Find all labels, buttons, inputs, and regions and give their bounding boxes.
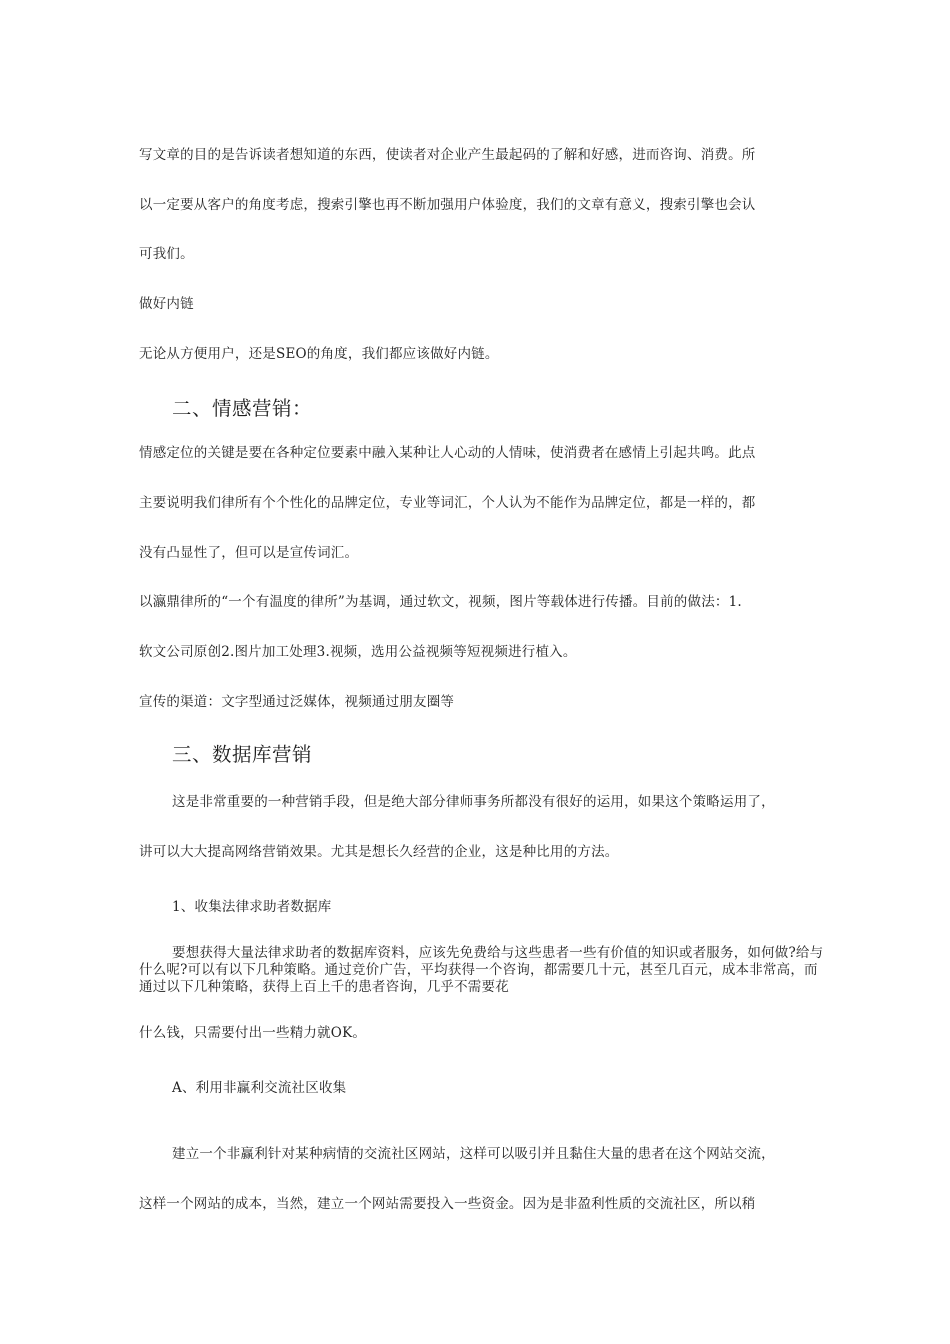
paragraph-line: 什么钱，只需要付出一些精力就OK。 — [139, 1025, 367, 1041]
section-heading-database-marketing: 三、数据库营销 — [172, 743, 313, 766]
paragraph-line: 软文公司原创2.图片加工处理3.视频，选用公益视频等短视频进行植入。 — [139, 644, 577, 660]
paragraph-line: 没有凸显性了，但可以是宣传词汇。 — [139, 545, 359, 561]
subheading-internal-links: 做好内链 — [139, 296, 194, 312]
paragraph-line: 建立一个非赢利针对某种病情的交流社区网站，这样可以吸引并且黏住大量的患者在这个网站交流， — [172, 1146, 775, 1162]
paragraph-line: 写文章的目的是告诉读者想知道的东西，使读者对企业产生最起码的了解和好感，进而咨询、消费。所 — [139, 147, 756, 163]
paragraph-line: 主要说明我们律所有个个性化的品牌定位，专业等词汇，个人认为不能作为品牌定位，都是一样的，都 — [139, 495, 756, 511]
paragraph-line: 这样一个网站的成本，当然，建立一个网站需要投入一些资金。因为是非盈利性质的交流社区，所以稍 — [139, 1196, 756, 1212]
paragraph-line: 以瀛鼎律所的“一个有温度的律所”为基调，通过软文，视频，图片等载体进行传播。目前的做法：1. — [139, 594, 742, 610]
paragraph-block: 要想获得大量法律求助者的数据库资料，应该先免费给与这些患者一些有价值的知识或者服务，如何做?给与什么呢?可以有以下几种策略。通过竞价广告，平均获得一个咨询，都需要几十元，甚至几百元，成本非常高，而通过以下几种策略，获得上百上千的患者咨询，几乎不需要花 — [139, 945, 824, 995]
paragraph-line: 情感定位的关键是要在各种定位要素中融入某种让人心动的人情味，使消费者在感情上引起共鸣。此点 — [139, 445, 756, 461]
paragraph-line: 以一定要从客户的角度考虑，搜索引擎也再不断加强用户体验度，我们的文章有意义，搜索引擎也会认 — [139, 197, 756, 213]
paragraph-line: 讲可以大大提高网络营销效果。尤其是想长久经营的企业，这是种比用的方法。 — [139, 844, 619, 860]
paragraph-line: 宣传的渠道：文字型通过泛媒体，视频通过朋友圈等 — [139, 694, 455, 710]
subheading-collect-database: 1、收集法律求助者数据库 — [172, 899, 332, 915]
section-heading-emotional-marketing: 二、情感营销： — [172, 397, 313, 420]
paragraph-line: 这是非常重要的一种营销手段，但是绝大部分律师事务所都没有很好的运用，如果这个策略运用了， — [172, 794, 775, 810]
paragraph-line: 无论从方便用户，还是SEO的角度，我们都应该做好内链。 — [139, 346, 499, 362]
subheading-community-collection: A、利用非赢利交流社区收集 — [172, 1080, 347, 1096]
paragraph-line: 可我们。 — [139, 246, 194, 262]
